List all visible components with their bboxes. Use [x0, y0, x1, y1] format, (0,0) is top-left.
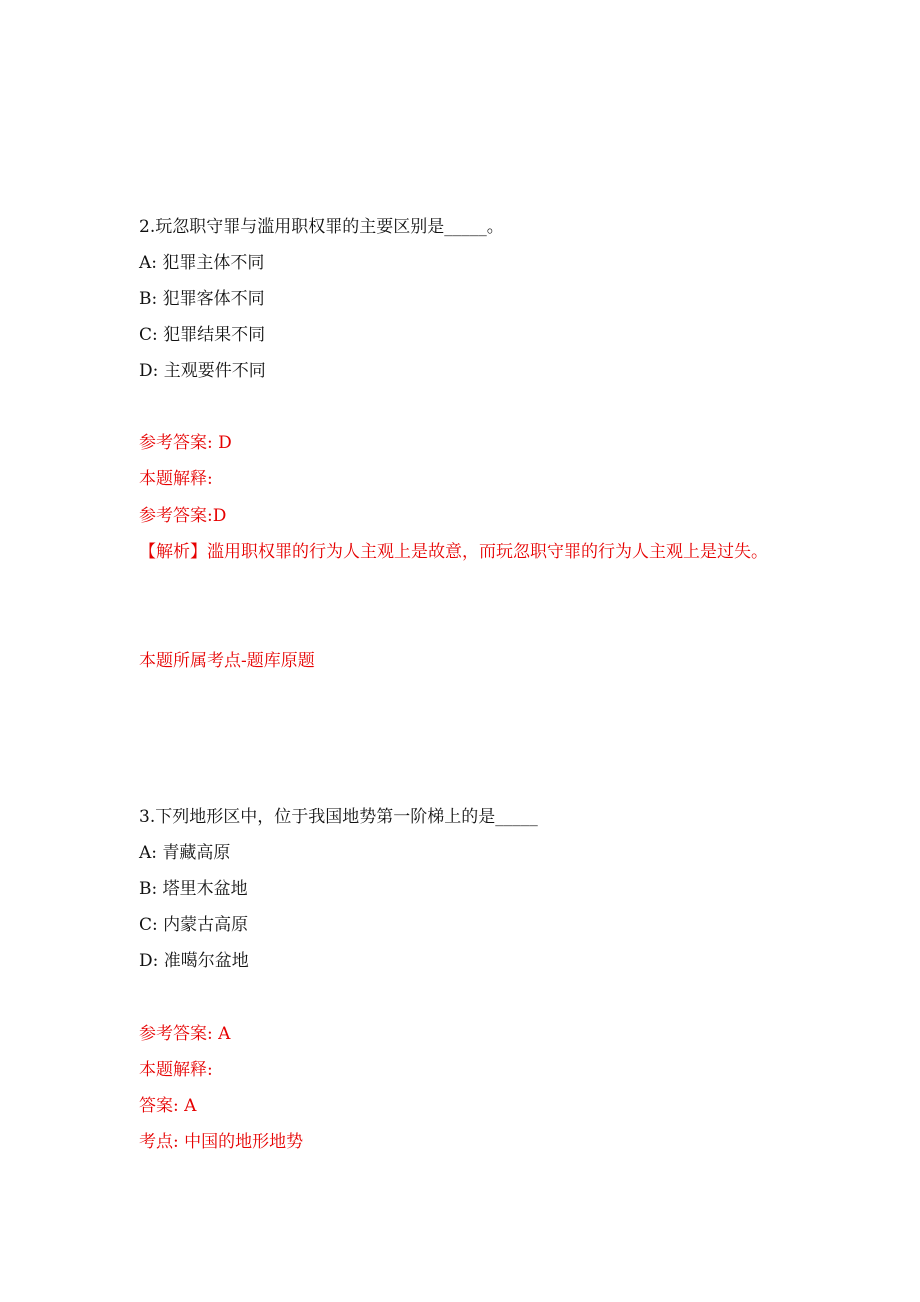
- question-3-option-a: A: 青藏高原: [139, 843, 231, 863]
- question-3-answer: 参考答案: A: [139, 1024, 231, 1044]
- question-3-stem: 3.下列地形区中，位于我国地势第一阶梯上的是_____: [139, 807, 538, 827]
- question-2-topic: 本题所属考点-题库原题: [139, 651, 315, 671]
- question-2-analysis: 【解析】滥用职权罪的行为人主观上是故意，而玩忽职守罪的行为人主观上是过失。: [139, 542, 768, 562]
- question-2-explain-heading: 本题解释:: [139, 469, 213, 489]
- question-3-topic: 考点: 中国的地形地势: [139, 1132, 304, 1152]
- question-3-explain-heading: 本题解释:: [139, 1060, 213, 1080]
- question-3-option-b: B: 塔里木盆地: [139, 879, 248, 899]
- question-2-stem: 2.玩忽职守罪与滥用职权罪的主要区别是_____。: [139, 217, 504, 237]
- question-2-answer: 参考答案: D: [139, 433, 232, 453]
- question-2-option-b: B: 犯罪客体不同: [139, 289, 265, 309]
- question-2-explain-answer: 参考答案:D: [139, 506, 227, 526]
- question-2-option-a: A: 犯罪主体不同: [139, 253, 265, 273]
- question-3-option-d: D: 准噶尔盆地: [139, 951, 249, 971]
- question-2-option-d: D: 主观要件不同: [139, 361, 266, 381]
- question-3-option-c: C: 内蒙古高原: [139, 915, 249, 935]
- question-2-option-c: C: 犯罪结果不同: [139, 325, 266, 345]
- question-3-explain-answer: 答案: A: [139, 1096, 197, 1116]
